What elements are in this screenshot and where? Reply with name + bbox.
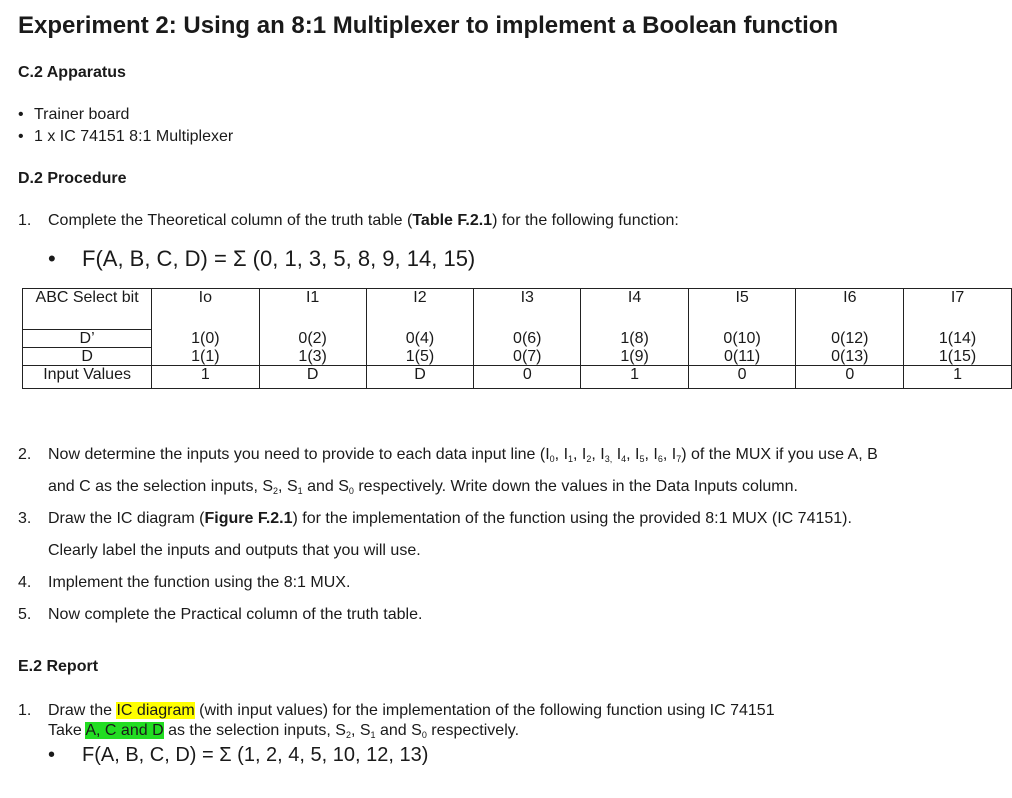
table-cell: 0 (796, 366, 904, 389)
table-cell: 1(9) (581, 348, 688, 366)
table-cell: 1(0) (152, 330, 259, 348)
page-title: Experiment 2: Using an 8:1 Multiplexer to implement a Boolean function (18, 12, 839, 39)
header-cell: I1 (259, 289, 366, 330)
apparatus-item: • 1 x IC 74151 8:1 Multiplexer (18, 128, 234, 145)
function-expression: F(A, B, C, D) = Σ (0, 1, 3, 5, 8, 9, 14, 15) (82, 246, 476, 271)
table-cell: 0(2) (259, 330, 366, 348)
table-cell: 0 (688, 366, 796, 389)
highlight-ic-diagram: IC diagram (116, 702, 195, 719)
table-cell: D (366, 366, 473, 389)
step-number: 3. (18, 510, 32, 527)
apparatus-item: • Trainer board (18, 106, 130, 123)
table-cell: 0(13) (796, 348, 904, 366)
step-number: 1. (18, 212, 32, 229)
table-row (23, 330, 1012, 348)
table-cell: 0(7) (474, 348, 581, 366)
table-cell: D (23, 348, 152, 366)
report-step-1-line-2: Take A, C and D as the selection inputs, $S_2$, $S_1$ and $S_0$ respectively. (48, 722, 520, 740)
table-cell: Input Values (23, 366, 152, 389)
procedure-step-2-line-2: and C as the selection inputs, $S_2$, $S_1$ and $S_0$ respectively. Write down the values in the Data Inputs column. (48, 478, 798, 496)
step-number: 2. (18, 446, 32, 463)
table-cell: 1(15) (904, 348, 1012, 366)
bullet: • (48, 744, 56, 766)
table-cell: 0(11) (688, 348, 796, 366)
step-number: 5. (18, 606, 32, 623)
apparatus-heading: C.2 Apparatus (18, 64, 126, 81)
table-cell: 1 (581, 366, 688, 389)
procedure-heading: D.2 Procedure (18, 170, 127, 187)
procedure-step-5: Now complete the Practical column of the truth table. (48, 606, 423, 623)
table-cell: 1(5) (366, 348, 473, 366)
truth-table (22, 288, 1012, 389)
procedure-step-2: Now determine the inputs you need to provide to each data input line ($I_0$, $I_1$, $I_2$, $I_{3,}$ $I_4$, $I_5$, $I_6$, $I_7$) of the MUX if you use A, B (48, 446, 878, 464)
table-cell: 1 (152, 366, 259, 389)
table-cell: 0(4) (366, 330, 473, 348)
report-heading: E.2 Report (18, 658, 99, 675)
table-row (23, 348, 1012, 366)
table-cell: 1(1) (152, 348, 259, 366)
procedure-step-3-line-2: Clearly label the inputs and outputs that you will use. (48, 542, 421, 559)
report-function-expression: F(A, B, C, D) = Σ (1, 2, 4, 5, 10, 12, 13) (82, 744, 429, 766)
table-cell: 0 (474, 366, 581, 389)
header-cell: I3 (474, 289, 581, 330)
table-cell: D (259, 366, 366, 389)
table-cell: 1 (904, 366, 1012, 389)
header-cell: I2 (366, 289, 473, 330)
header-cell: I7 (904, 289, 1012, 330)
table-cell: 1(14) (904, 330, 1012, 348)
table-cell: 0(12) (796, 330, 904, 348)
table-cell: 0(6) (474, 330, 581, 348)
table-header-row (23, 289, 1012, 330)
procedure-step-4: Implement the function using the 8:1 MUX. (48, 574, 351, 591)
table-row (23, 366, 1012, 389)
highlight-selection-inputs: A, C and D (85, 722, 164, 739)
report-step-1: Draw the IC diagram (with input values) for the implementation of the following function using IC 74151 (48, 702, 775, 719)
header-cell: I4 (581, 289, 688, 330)
procedure-step-3: Draw the IC diagram (Figure F.2.1) for the implementation of the function using the provided 8:1 MUX (IC 74151). (48, 510, 852, 527)
table-cell: 1(3) (259, 348, 366, 366)
table-cell: 1(8) (581, 330, 688, 348)
table-cell: 0(10) (688, 330, 796, 348)
table-cell: D’ (23, 330, 152, 348)
header-cell: Io (152, 289, 259, 330)
step-number: 1. (18, 702, 32, 719)
header-cell: I5 (688, 289, 796, 330)
header-cell: I6 (796, 289, 904, 330)
procedure-step-1: Complete the Theoretical column of the truth table (Table F.2.1) for the following function: (48, 212, 679, 229)
header-cell: ABC Select bit (23, 289, 152, 330)
step-number: 4. (18, 574, 32, 591)
bullet: • (48, 246, 56, 271)
